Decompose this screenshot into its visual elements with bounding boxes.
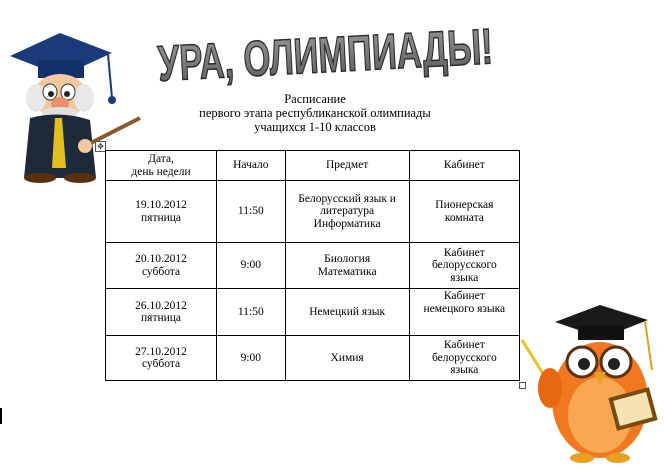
day-value: суббота xyxy=(141,358,181,370)
date-value: 20.10.2012 xyxy=(135,253,187,265)
cell-start[interactable]: 11:50 xyxy=(217,181,286,243)
cell-start[interactable]: 9:00 xyxy=(217,243,286,289)
subject-line: Белорусский язык и xyxy=(298,192,396,205)
cell-date[interactable] xyxy=(106,289,217,336)
subject-line: Информатика xyxy=(313,217,381,230)
day-value: суббота xyxy=(141,265,181,278)
date-value: 26.10.2012 xyxy=(135,299,187,312)
room-line: Пионерская xyxy=(435,199,494,211)
room-line: Кабинет xyxy=(443,290,485,302)
cell-date[interactable] xyxy=(106,181,217,243)
day-value: пятница xyxy=(141,211,182,224)
cell-date[interactable] xyxy=(106,243,217,289)
cell-date[interactable] xyxy=(106,336,217,381)
table-header-row xyxy=(106,151,520,181)
header-date-line1: Дата, xyxy=(148,153,174,165)
cell-room[interactable] xyxy=(409,289,519,336)
header-subject: Предмет xyxy=(285,151,409,181)
header-start: Начало xyxy=(217,151,286,181)
subject-line: Биология xyxy=(324,253,371,265)
cell-room[interactable] xyxy=(409,181,519,243)
table-row xyxy=(106,181,520,243)
room-line: комната xyxy=(444,211,484,224)
cell-start[interactable]: 9:00 xyxy=(217,336,286,381)
header-date xyxy=(106,151,217,181)
banner-text: УРА, ОЛИМПИАДЫ! xyxy=(156,10,645,92)
cell-subject[interactable] xyxy=(285,181,409,243)
date-value: 19.10.2012 xyxy=(135,199,187,211)
cell-subject[interactable] xyxy=(285,336,409,381)
table-row xyxy=(106,243,520,289)
caption-audience: учащихся 1-10 классов xyxy=(254,120,376,134)
room-line: языка xyxy=(450,271,479,284)
table-move-handle[interactable]: ✥ xyxy=(95,141,106,152)
room-line: языка xyxy=(450,364,479,377)
room-line: белорусского xyxy=(431,351,497,364)
subject-line: Математика xyxy=(317,265,377,278)
caption-subtitle: первого этапа республиканской олимпиады xyxy=(199,106,431,120)
owl-clipart xyxy=(520,300,665,465)
cell-room[interactable] xyxy=(409,336,519,381)
room-line: белорусского xyxy=(431,259,497,272)
header-date-line2: день недели xyxy=(131,165,191,178)
subject-line: литература xyxy=(320,205,375,218)
wordart-banner[interactable] xyxy=(150,10,645,92)
cell-subject[interactable] xyxy=(285,289,409,336)
subject-line: Химия xyxy=(330,351,364,364)
cell-start[interactable]: 11:50 xyxy=(217,289,286,336)
date-value: 27.10.2012 xyxy=(135,345,187,358)
cell-room[interactable] xyxy=(409,243,519,289)
room-line: Кабинет xyxy=(443,339,485,352)
table-row xyxy=(106,336,520,381)
header-room: Кабинет xyxy=(409,151,519,181)
cell-subject[interactable] xyxy=(285,243,409,289)
caption-title: Расписание xyxy=(284,92,346,106)
subject-line: Немецкий язык xyxy=(309,305,386,318)
room-line: немецкого языка xyxy=(423,302,506,315)
schedule-caption xyxy=(150,92,480,134)
day-value: пятница xyxy=(141,312,182,324)
room-line: Кабинет xyxy=(443,246,485,259)
table-row xyxy=(106,289,520,336)
text-cursor xyxy=(0,408,2,424)
schedule-table xyxy=(105,150,520,381)
